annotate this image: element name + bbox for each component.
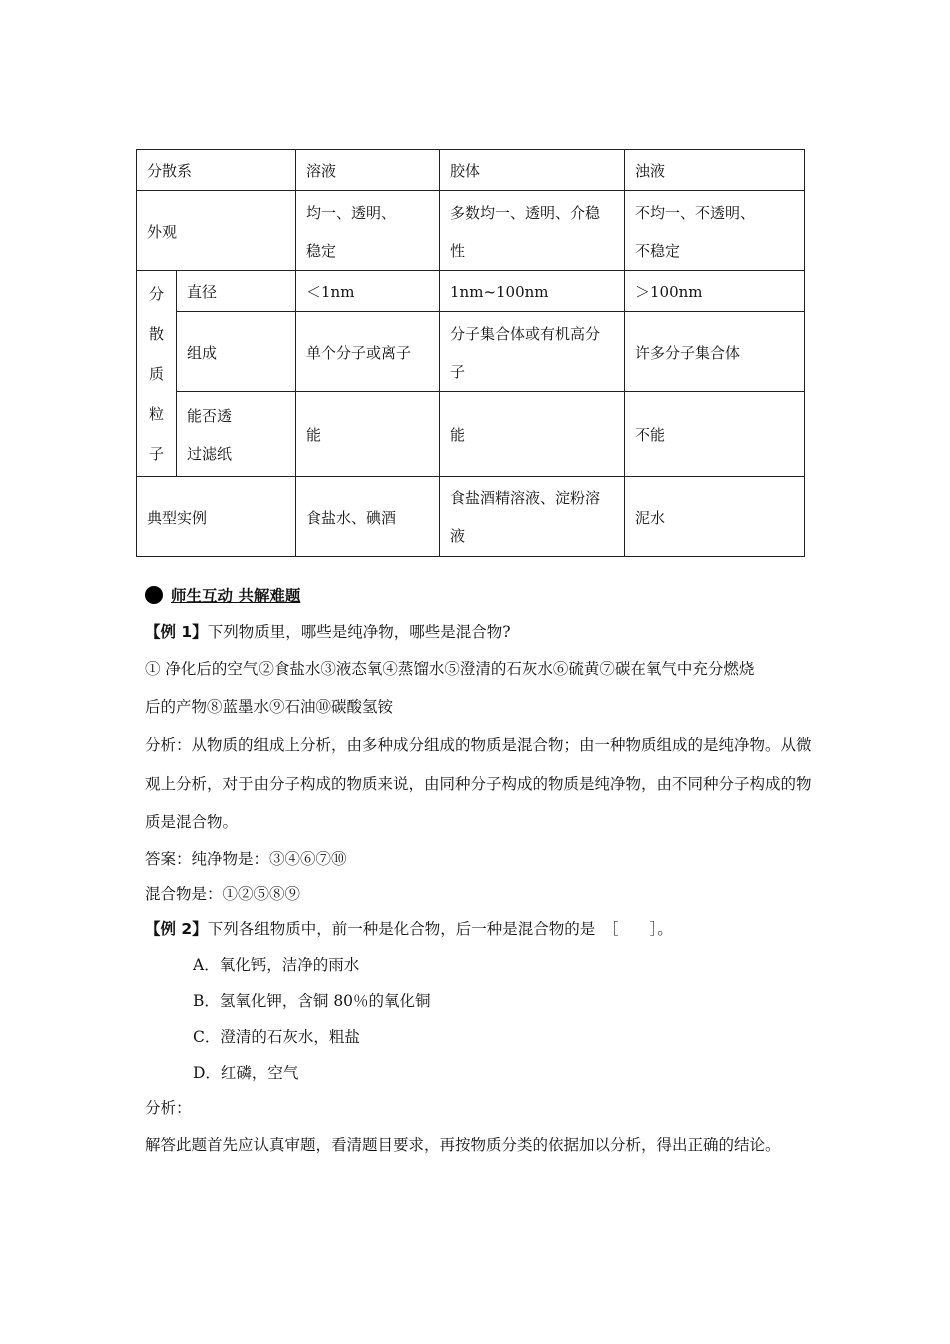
cell-filter-suspension: 不能: [625, 392, 805, 477]
example1-analysis: 分析：从物质的组成上分析，由多种成分组成的物质是混合物；由一种物质组成的是纯净物。从微观上分析，对于由分子构成的物质来说，由同种分子构成的物质是纯净物，由不同种分子构成的物质是混合物。: [145, 736, 812, 831]
example1-label: 【例 1】: [145, 623, 208, 641]
cell-examples-suspension: 泥水: [625, 477, 805, 557]
cell-diameter-colloid: 1nm~100nm: [440, 271, 625, 312]
cell-composition-suspension: 许多分子集合体: [625, 312, 805, 392]
cell-examples-solution: 食盐水、碘酒: [296, 477, 440, 557]
example1-answer-mixture: 混合物是：①②⑤⑧⑨: [145, 884, 301, 903]
cell-filter-solution: 能: [296, 392, 440, 477]
example2-question: 【例 2】下列各组物质中，前一种是化合物，后一种是混合物的是 ［ ］。: [145, 919, 673, 938]
row-label-filter: 能否透 过滤纸: [177, 392, 296, 477]
row-label-appearance: 外观: [137, 191, 296, 271]
cell-composition-colloid: 分子集合体或有机高分 子: [440, 312, 625, 392]
example2-analysis-label: 分析：: [145, 1098, 192, 1117]
section-heading: 师生互动 共解难题: [145, 578, 815, 614]
example1-items-line2: 后的产物⑧蓝墨水⑨石油⑩碳酸氢铵: [145, 698, 394, 716]
cell-examples-colloid: 食盐酒精溶液、淀粉溶 液: [440, 477, 625, 557]
bullet-icon: [145, 586, 163, 604]
dispersion-table: [136, 149, 805, 557]
worked-examples: [145, 578, 815, 1164]
cell-composition-solution: 单个分子或离子: [296, 312, 440, 392]
cell-appearance-solution: 均一、透明、 稳定: [296, 191, 440, 271]
cell-diameter-solution: ＜1nm: [296, 271, 440, 312]
header-dispersion-system: 分散系: [137, 150, 296, 191]
row-group-particles: 分 散 质 粒 子: [137, 271, 177, 477]
example2-option-d: D．红磷，空气: [193, 1063, 299, 1082]
cell-appearance-suspension: 不均一、不透明、 不稳定: [625, 191, 805, 271]
example2-option-b: B．氢氧化钾，含铜 80％的氧化铜: [193, 991, 431, 1010]
header-solution: 溶液: [296, 150, 440, 191]
example2-analysis: 解答此题首先应认真审题，看清题目要求，再按物质分类的依据加以分析，得出正确的结论。: [145, 1135, 781, 1154]
example1-question: 【例 1】下列物质里，哪些是纯净物，哪些是混合物?: [145, 623, 511, 641]
row-label-examples: 典型实例: [137, 477, 296, 557]
example2-label: 【例 2】: [145, 919, 208, 938]
cell-filter-colloid: 能: [440, 392, 625, 477]
example1-items-line1: ① 净化后的空气②食盐水③液态氧④蒸馏水⑤澄清的石灰水⑥硫黄⑦碳在氧气中充分燃烧: [145, 660, 755, 678]
header-suspension: 浊液: [625, 150, 805, 191]
example2-option-c: C．澄清的石灰水，粗盐: [193, 1027, 360, 1046]
cell-diameter-suspension: ＞100nm: [625, 271, 805, 312]
example1-answer-pure: 答案：纯净物是：③④⑥⑦⑩: [145, 849, 347, 868]
row-label-diameter: 直径: [177, 271, 296, 312]
example2-option-a: A．氧化钙，洁净的雨水: [193, 955, 360, 974]
cell-appearance-colloid: 多数均一、透明、介稳 性: [440, 191, 625, 271]
header-colloid: 胶体: [440, 150, 625, 191]
row-label-composition: 组成: [177, 312, 296, 392]
